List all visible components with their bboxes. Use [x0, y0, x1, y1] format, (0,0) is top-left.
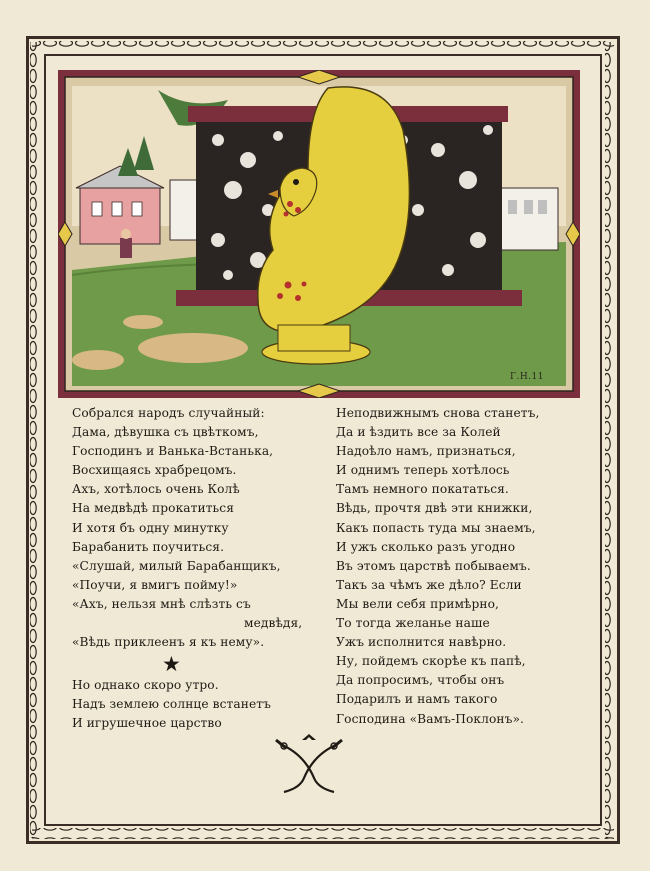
- poem-line: И игрушечное царство: [72, 716, 222, 731]
- poem-line: Надоѣло намъ, признаться,: [336, 444, 516, 459]
- poem-line: Да и ѣздить все за Колей: [336, 425, 501, 440]
- poem-line: Какъ попасть туда мы знаемъ,: [336, 520, 536, 535]
- poem-line: Вѣдь, прочтя двѣ эти книжки,: [336, 501, 533, 516]
- poem-line: На медвѣдѣ прокатиться: [72, 501, 235, 516]
- poem-line: Собрался народъ случайный:: [72, 406, 265, 420]
- poem-line: Надъ землею солнце встанетъ: [72, 697, 271, 712]
- poem-line: Въ этомъ царствѣ побываемъ.: [336, 558, 531, 573]
- poem-left-column: [72, 404, 303, 734]
- poem-line: «Поучи, я вмигъ пойму!»: [72, 577, 238, 592]
- poem-line: Да попросимъ, чтобы онъ: [336, 673, 505, 688]
- poem-line: Неподвижнымъ снова станетъ,: [336, 406, 540, 420]
- poem-line: Восхищаясь храбрецомъ.: [72, 463, 237, 478]
- poem-line: Подарилъ и намъ такого: [336, 692, 498, 707]
- duck-toy-illustration: [58, 70, 580, 398]
- poem-line: Ужъ исполнится навѣрно.: [336, 635, 507, 650]
- poem-line: И однимъ теперь хотѣлось: [336, 463, 510, 478]
- illustrator-signature: Г.Н.11: [510, 372, 544, 382]
- poem-line: «Слушай, милый Барабанщикъ,: [72, 558, 281, 573]
- poem-line: Мы вели себя примѣрно,: [336, 596, 500, 611]
- poem-line: Барабанить поучиться.: [72, 539, 225, 554]
- poem-line: Ну, пойдемъ скорѣе къ папѣ,: [336, 654, 526, 669]
- poem-line: Господинъ и Ванька-Встанька,: [72, 444, 274, 459]
- poem-line: «Ахъ, нельзя мнѣ слѣзть съ: [72, 596, 251, 611]
- poem-line: Дама, дѣвушка съ цвѣткомъ,: [72, 425, 259, 440]
- poem-line-continuation: медвѣдя,: [244, 616, 303, 631]
- star-ornament-icon: ★: [162, 652, 181, 677]
- poem-line: Ахъ, хотѣлось очень Колѣ: [72, 482, 240, 497]
- poem-line: Такъ за чѣмъ же дѣло? Если: [336, 577, 522, 592]
- poem-line: То тогда желанье наше: [336, 616, 490, 631]
- crossed-sabres-icon: [274, 734, 344, 796]
- poem-line: Господина «Вамъ-Поклонъ».: [336, 711, 524, 726]
- poem-line: И хотя бъ одну минутку: [72, 520, 229, 535]
- poem-line: Тамъ немного покататься.: [336, 482, 509, 497]
- star-ornament-row: [72, 652, 300, 676]
- poem-line: «Вѣдь приклеенъ я къ нему».: [72, 635, 265, 650]
- poem-line: Но однако скоро утро.: [72, 678, 219, 693]
- poem-line: И ужъ сколько разъ угодно: [336, 539, 516, 554]
- poem-right-column: [336, 404, 568, 729]
